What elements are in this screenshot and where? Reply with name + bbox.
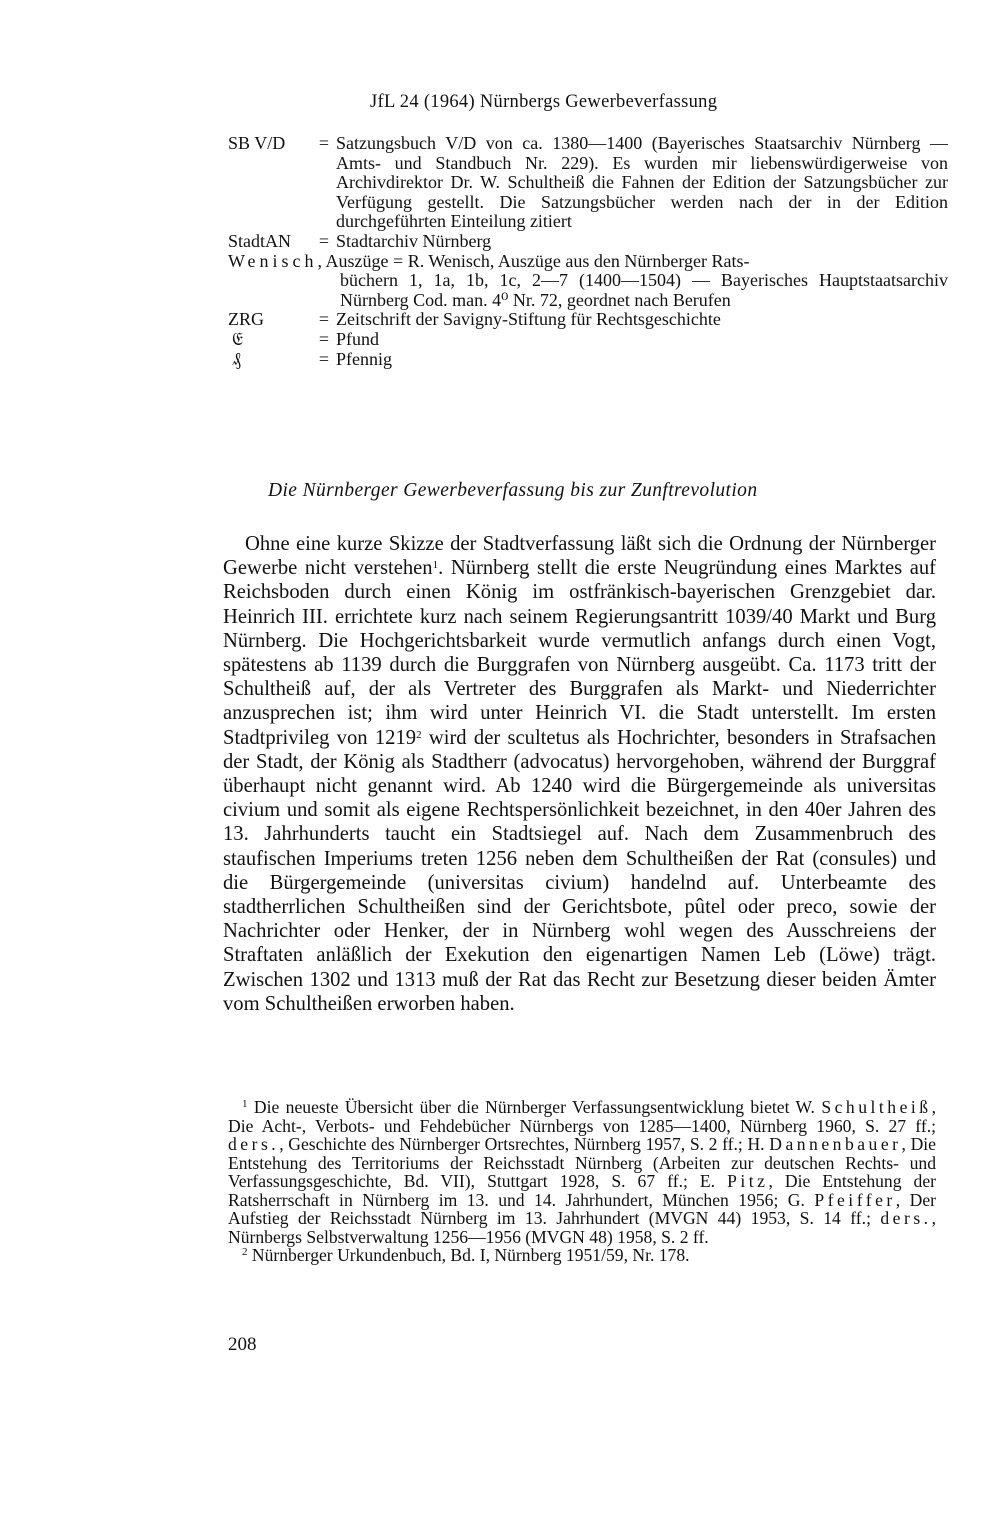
author-name: Schultheiß <box>821 1097 932 1117</box>
pound-symbol: 𝔈 <box>232 328 244 349</box>
abbr-value-continuation: büchern 1, 1a, 1b, 1c, 2—7 (1400—1504) — Bayerisches Hauptstaatsarchiv Nürnberg Cod. man. 4⁰ Nr. 72, geordnet nach Berufen <box>340 270 948 310</box>
footnote-text: , Die Entstehung der Ratsherrschaft in Nürnberg im 13. und 14. Jahrhundert, München 1956; G. <box>228 1171 937 1210</box>
footnote-text: , Nürnbergs Selbstverwaltung 1256—1956 (MVGN 48) 1958, S. 2 ff. <box>228 1208 936 1247</box>
abbr-value: Pfund <box>336 328 380 349</box>
footnote-text: Die neueste Übersicht über die Nürnberger Verfassungsentwicklung bietet W. <box>247 1097 822 1117</box>
running-header: JfL 24 (1964) Nürnbergs Gewerbeverfassung <box>370 92 718 112</box>
abbr-value: Satzungsbuch V/D von ca. 1380—1400 (Bayerisches Staatsarchiv Nürnberg — Amts- und Standbuch Nr. 229). Es wurden mir liebenswürdigerweise von Archivdirektor Dr. W. Schultheiß die Fahnen der Edition der Satzungsbücher zur Verfügung gestellt. Die Satzungsbücher werden nach der in der Edition durchgeführten Einteilung zitiert <box>336 133 948 232</box>
body-text: Ohne eine kurze Skizze der Stadtverfassung läßt sich die Ordnung der Nürnberger Gewerbe nicht verstehen <box>223 533 936 580</box>
footnote-ref[interactable]: 2 <box>416 728 422 741</box>
footnote-ref[interactable]: 1 <box>432 559 439 572</box>
section-title: Die Nürnberger Gewerbeverfassung bis zur Zunftrevolution <box>268 480 758 501</box>
abbr-key: ZRG <box>228 309 264 330</box>
footnote-text: Nürnberger Urkundenbuch, Bd. I, Nürnberg 1951/59, Nr. 178. <box>247 1245 690 1265</box>
abbr-eq: = <box>318 309 330 330</box>
abbr-eq: = <box>318 133 330 153</box>
footnote-text: , Der Aufstieg der Reichsstadt Nürnberg im 13. Jahrhundert (MVGN 44) 1953, S. 14 ff.; <box>228 1189 937 1228</box>
footnotes <box>228 1098 936 1265</box>
footnote-2 <box>228 1246 936 1265</box>
footnote-text: , Die Acht-, Verbots- und Fehdebücher Nürnbergs von 1285—1400, Nürnberg 1960, S. 27 ff.; <box>228 1097 936 1136</box>
abbr-value: Pfennig <box>336 348 392 369</box>
author-name: ders. <box>880 1208 932 1228</box>
abbr-value: Zeitschrift der Savigny-Stiftung für Rechtsgeschichte <box>336 309 721 330</box>
author-name: Pfeiffer <box>814 1189 896 1210</box>
page-number: 208 <box>228 1334 257 1355</box>
abbr-eq: = <box>318 328 330 349</box>
body-paragraph <box>223 532 936 1016</box>
body-text: . Nürnberg stellt die erste Neugründung eines Marktes auf Reichsboden durch einen König im ostfränkisch-bayerischen Grenzgebiet dar. Heinrich III. errichtete kurz nach seinem Regierungsantritt 1039/40 Markt und Burg Nürnberg. Die Hochgerichtsbarkeit wurde vermutlich anfangs durch einen Vogt, spätestens ab 1139 durch die Burggrafen von Nürnberg ausgeübt. Ca. 1173 tritt der Schultheiß auf, der als Vertreter des Burggrafen als Markt- und Niederrichter anzusprechen ist; ihm wird unter Heinrich VI. die Stadt unterstellt. Im ersten Stadtprivileg von 1219 <box>223 557 937 749</box>
abbr-eq: = <box>318 230 330 251</box>
footnote-text: , Die Entstehung des Territoriums der Reichsstadt Nürnberg (Arbeiten zur deutschen Rechts- und Verfassungsgeschichte, Bd. VII), Stuttgart 1928, S. 67 ff.; E. <box>228 1134 936 1191</box>
footnote-mark: 1 <box>242 1098 248 1110</box>
footnote-1 <box>228 1098 936 1246</box>
abbr-eq: = <box>318 348 330 369</box>
abbr-wenisch <box>228 252 948 311</box>
pfennig-symbol: ₰ <box>232 348 241 369</box>
abbr-value-first-line: , Auszüge = R. Wenisch, Auszüge aus den Nürnberger Rats- <box>317 250 750 271</box>
abbr-key: Wenisch <box>228 250 318 271</box>
abbreviations-list <box>228 134 948 369</box>
author-name: Dannenbauer <box>769 1134 902 1154</box>
author-name: ders. <box>228 1134 280 1154</box>
body-text: wird der scultetus als Hochrichter, besonders in Strafsachen der Stadt, der König als Stadtherr (advocatus) hervorgehoben, während der Burggraf überhaupt nicht genannt wird. Ab 1240 wird die Bürgergemeinde als universitas civium und somit als eigene Rechtspersönlichkeit bezeichnet, in den 40er Jahren des 13. Jahrhunderts taucht ein Stadtsiegel auf. Nach dem Zusammenbruch des staufischen Imperiums treten 1256 neben dem Schultheißen der Rat (consules) und die Bürgergemeinde (universitas civium) handelnd auf. Unterbeamte des stadtherrlichen Schultheißen sind der Gerichtsbote, pûtel oder preco, sowie der Nachrichter oder Henker, der in Nürnberg wohl wegen des Ausschreiens der Straftaten anläßlich der Exekution den eigenartigen Namen Leb (Löwe) trägt. Zwischen 1302 und 1313 muß der Rat das Recht zur Besetzung dieser beiden Ämter vom Schultheißen erworben haben. <box>223 726 937 1015</box>
footnote-mark: 2 <box>242 1246 248 1258</box>
abbr-value: Stadtarchiv Nürnberg <box>336 230 492 251</box>
author-name: Pitz <box>727 1171 769 1191</box>
abbr-key: StadtAN <box>228 230 291 251</box>
abbr-key: SB V/D <box>228 133 286 153</box>
footnote-text: , Geschichte des Nürnberger Ortsrechtes, Nürnberg 1957, S. 2 ff.; H. <box>279 1134 770 1154</box>
